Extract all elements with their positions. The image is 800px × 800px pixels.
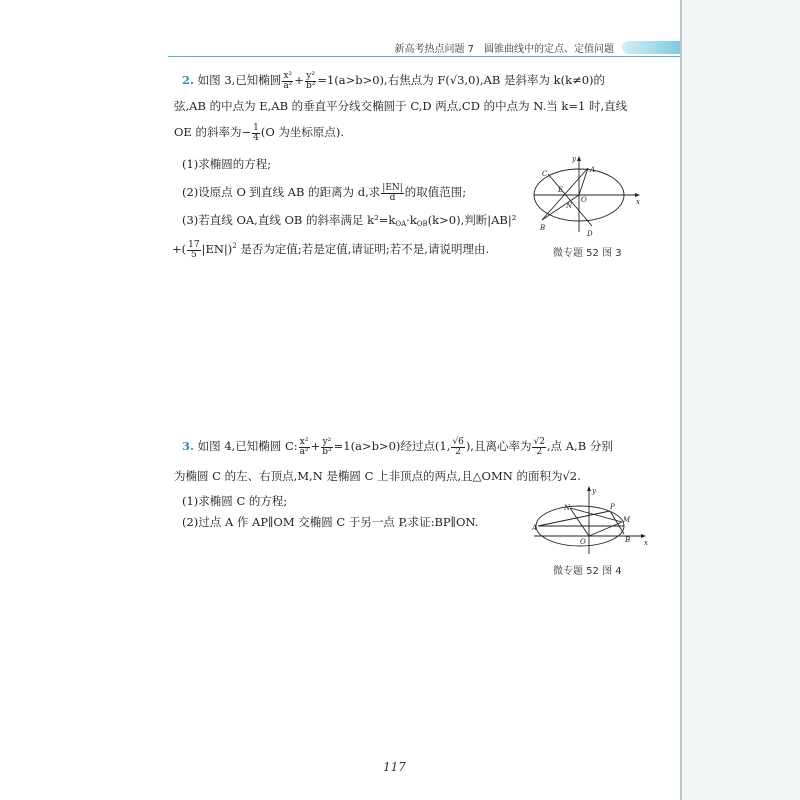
text: 如图 4,已知椭圆 C: (197, 439, 298, 453)
text: |EN|) (201, 242, 233, 256)
problem-3-line-1 (182, 436, 613, 457)
fraction: $\frac{1}{4}$ (253, 122, 259, 143)
running-header (168, 36, 680, 58)
text: (k>0),判断|AB|² (427, 213, 517, 227)
header-rule (168, 56, 680, 57)
text: ),且离心率为 (465, 439, 532, 453)
problem-2-question-3-cont (172, 236, 489, 260)
label-x: x (636, 198, 640, 206)
problem-2-line-2: 弦,AB 的中点为 E,AB 的垂直平分线交椭圆于 C,D 两点,CD 的中点为 N.当 k=1 时,直线 (174, 99, 628, 113)
problem-2-line-1 (182, 70, 605, 91)
fraction: $\frac{√2}{2}$ (533, 436, 545, 457)
line-oa (579, 168, 588, 195)
label-m: M (623, 516, 631, 524)
problem-2-question-2 (182, 182, 466, 203)
figure-4-caption: 微专题 52 图 4 (553, 566, 622, 577)
label-y: y (572, 155, 576, 163)
x-axis-arrow (641, 534, 646, 538)
label-e: E (558, 186, 564, 194)
label-n: N (564, 504, 571, 512)
problem-2-number: 2. (182, 73, 195, 87)
fraction: $\frac{√6}{2}$ (452, 436, 464, 457)
label-b: B (540, 224, 546, 232)
text: =1(a>b>0)经过点(1, (333, 439, 451, 453)
y-axis-arrow (587, 486, 591, 491)
text: + (294, 73, 304, 87)
page-number: 117 (383, 760, 406, 774)
text: 是否为定值;若是定值,请证明;若不是,请说明理由. (236, 242, 490, 256)
fraction: $\frac{\text{y²}}{\text{b²}}$ (305, 70, 316, 91)
y-axis-arrow (577, 156, 581, 161)
label-d: D (587, 230, 593, 238)
line-om (589, 522, 622, 536)
header-title: 新高考热点问题 7 圆锥曲线中的定点、定值问题 (394, 44, 614, 55)
text: ·k (406, 213, 417, 227)
problem-2-question-3 (182, 210, 516, 234)
problem-3-question-1: (1)求椭圆 C 的方程; (182, 494, 288, 508)
label-c: C (542, 170, 548, 178)
label-o: O (581, 196, 587, 204)
label-o: O (580, 538, 586, 546)
figure-3-ellipse-diagram (532, 152, 650, 238)
fraction: $\frac{\text{x²}}{\text{a²}}$ (283, 70, 293, 91)
text: OE 的斜率为− (174, 125, 252, 139)
text: + (310, 439, 321, 453)
problem-3-question-2: (2)过点 A 作 AP∥OM 交椭圆 C 于另一点 P,求证:BP∥ON. (182, 515, 479, 529)
page-edge-line (680, 0, 682, 800)
header-tab-decoration (622, 41, 680, 54)
fraction: $\frac{|EN|}{d}$ (382, 182, 403, 203)
label-n: N (566, 202, 573, 210)
label-b: B (625, 536, 631, 544)
text: (2)设原点 O 到直线 AB 的距离为 d,求 (182, 185, 381, 199)
x-axis-arrow (635, 193, 640, 197)
subscript: OA (395, 220, 407, 228)
figure-4-ellipse-diagram (532, 484, 654, 556)
fraction: $\frac{\text{y²}}{\text{b²}}$ (322, 436, 332, 457)
figure-3-caption: 微专题 52 图 3 (553, 248, 622, 259)
label-a: A (532, 524, 538, 532)
text: =1(a>b>0),右焦点为 F(√3,0),AB 是斜率为 k(k≠0)的 (317, 73, 606, 87)
problem-3-line-2: 为椭圆 C 的左、右顶点,M,N 是椭圆 C 上非顶点的两点,且△OMN 的面积为√2. (174, 469, 581, 483)
fraction: $\frac{\text{x²}}{\text{a²}}$ (299, 436, 309, 457)
text: 如图 3,已知椭圆 (197, 73, 282, 87)
superscript: 2 (232, 242, 237, 250)
label-a: A (590, 166, 596, 174)
text: +( (172, 242, 187, 256)
text: ,点 A,B 分别 (546, 439, 613, 453)
text: (3)若直线 OA,直线 OB 的斜率满足 k²=k (182, 213, 396, 227)
label-y: y (592, 487, 596, 495)
text: 的取值范围; (404, 185, 467, 199)
text: (O 为坐标原点). (260, 125, 345, 139)
problem-3-number: 3. (182, 439, 195, 453)
label-x: x (644, 539, 648, 547)
subscript: OB (416, 220, 428, 228)
problem-2-question-1: (1)求椭圆的方程; (182, 157, 272, 171)
label-p: P (610, 503, 615, 511)
fraction: $\frac{17}{5}$ (188, 239, 200, 260)
page-right-margin (682, 0, 800, 800)
problem-2-line-3 (174, 122, 344, 143)
